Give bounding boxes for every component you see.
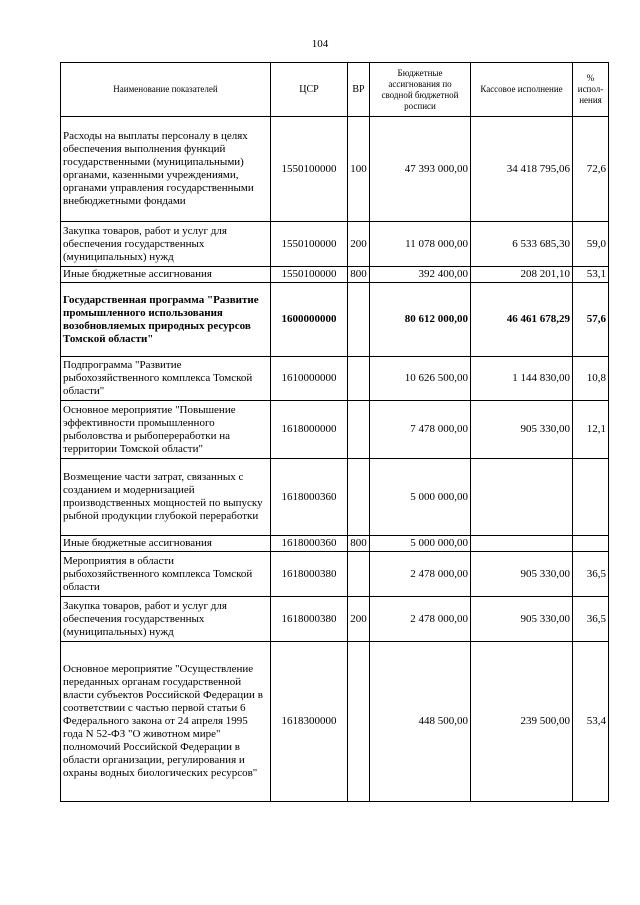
- header-vr: ВР: [348, 63, 370, 117]
- row-cash: 905 330,00: [471, 401, 573, 459]
- table-row: [61, 642, 609, 802]
- row-csr: 1618000380: [271, 597, 348, 642]
- row-pct: 36,5: [573, 552, 609, 597]
- row-cash: 905 330,00: [471, 597, 573, 642]
- row-name: Основное мероприятие "Повышение эффективности промышленного рыболовства и рыбопереработки на территории Томской области": [61, 401, 271, 459]
- row-vr: [348, 459, 370, 536]
- row-vr: 800: [348, 536, 370, 552]
- row-cash: 6 533 685,30: [471, 222, 573, 267]
- table-row: [61, 597, 609, 642]
- row-cash: [471, 536, 573, 552]
- row-csr: 1550100000: [271, 222, 348, 267]
- table-row: [61, 536, 609, 552]
- row-pct: 36,5: [573, 597, 609, 642]
- row-vr: 200: [348, 597, 370, 642]
- row-budget: 80 612 000,00: [370, 283, 471, 357]
- row-pct: 53,1: [573, 267, 609, 283]
- row-vr: [348, 552, 370, 597]
- table-row: [61, 552, 609, 597]
- row-budget: 392 400,00: [370, 267, 471, 283]
- row-csr: 1600000000: [271, 283, 348, 357]
- table-row: [61, 459, 609, 536]
- table-row: [61, 267, 609, 283]
- row-budget: 5 000 000,00: [370, 536, 471, 552]
- table-header-row: [61, 63, 609, 117]
- row-budget: 2 478 000,00: [370, 552, 471, 597]
- row-pct: 57,6: [573, 283, 609, 357]
- row-name: Мероприятия в области рыбохозяйственного комплекса Томской области: [61, 552, 271, 597]
- row-name: Закупка товаров, работ и услуг для обеспечения государственных (муниципальных) нужд: [61, 222, 271, 267]
- row-budget: 448 500,00: [370, 642, 471, 802]
- row-name: Основное мероприятие "Осуществление переданных органам государственной власти субъектов Российской Федерации в соответствии с частью первой статьи 6 Федерального закона от 24 апреля 1995 года N 52-ФЗ "О животном мире" полномочий Российской Федерации в области организации, регулирования и охраны водных биологических ресурсов": [61, 642, 271, 802]
- page-number: 104: [311, 38, 329, 50]
- row-csr: 1610000000: [271, 357, 348, 401]
- header-csr: ЦСР: [271, 63, 348, 117]
- row-csr: 1550100000: [271, 117, 348, 222]
- row-name: Иные бюджетные ассигнования: [61, 536, 271, 552]
- row-csr: 1618300000: [271, 642, 348, 802]
- row-cash: 34 418 795,06: [471, 117, 573, 222]
- row-vr: 800: [348, 267, 370, 283]
- table-row-program: [61, 283, 609, 357]
- row-cash: 208 201,10: [471, 267, 573, 283]
- row-pct: 59,0: [573, 222, 609, 267]
- row-budget: 7 478 000,00: [370, 401, 471, 459]
- row-name: Закупка товаров, работ и услуг для обеспечения государственных (муниципальных) нужд: [61, 597, 271, 642]
- row-pct: 72,6: [573, 117, 609, 222]
- row-vr: [348, 357, 370, 401]
- row-cash: 46 461 678,29: [471, 283, 573, 357]
- row-name: Государственная программа "Развитие промышленного использования возобновляемых природных ресурсов Томской области": [61, 283, 271, 357]
- table-row: [61, 401, 609, 459]
- table-row: [61, 117, 609, 222]
- table-row: [61, 222, 609, 267]
- row-budget: 10 626 500,00: [370, 357, 471, 401]
- row-cash: 905 330,00: [471, 552, 573, 597]
- row-name: Расходы на выплаты персоналу в целях обеспечения выполнения функций государственными (муниципальными) органами, казенными учреждениями, органами управления государственными внебюджетными фондами: [61, 117, 271, 222]
- row-vr: 100: [348, 117, 370, 222]
- row-budget: 5 000 000,00: [370, 459, 471, 536]
- row-pct: [573, 459, 609, 536]
- header-pct: % испол-нения: [573, 63, 609, 117]
- row-pct: 53,4: [573, 642, 609, 802]
- row-name: Возмещение части затрат, связанных с созданием и модернизацией производственных мощностей по выпуску рыбной продукции глубокой переработки: [61, 459, 271, 536]
- row-budget: 2 478 000,00: [370, 597, 471, 642]
- row-pct: 10,8: [573, 357, 609, 401]
- row-cash: 1 144 830,00: [471, 357, 573, 401]
- row-pct: 12,1: [573, 401, 609, 459]
- row-cash: 239 500,00: [471, 642, 573, 802]
- row-budget: 11 078 000,00: [370, 222, 471, 267]
- header-budget: Бюджетные ассигнования по сводной бюджетной росписи: [370, 63, 471, 117]
- row-vr: [348, 401, 370, 459]
- row-pct: [573, 536, 609, 552]
- row-csr: 1618000000: [271, 401, 348, 459]
- row-cash: [471, 459, 573, 536]
- row-csr: 1550100000: [271, 267, 348, 283]
- table-row: [61, 357, 609, 401]
- budget-execution-table: [60, 62, 609, 802]
- row-budget: 47 393 000,00: [370, 117, 471, 222]
- header-name: Наименование показателей: [61, 63, 271, 117]
- row-csr: 1618000360: [271, 459, 348, 536]
- row-vr: 200: [348, 222, 370, 267]
- row-vr: [348, 283, 370, 357]
- row-vr: [348, 642, 370, 802]
- row-name: Подпрограмма "Развитие рыбохозяйственного комплекса Томской области": [61, 357, 271, 401]
- row-csr: 1618000360: [271, 536, 348, 552]
- header-cash: Кассовое исполнение: [471, 63, 573, 117]
- row-name: Иные бюджетные ассигнования: [61, 267, 271, 283]
- row-csr: 1618000380: [271, 552, 348, 597]
